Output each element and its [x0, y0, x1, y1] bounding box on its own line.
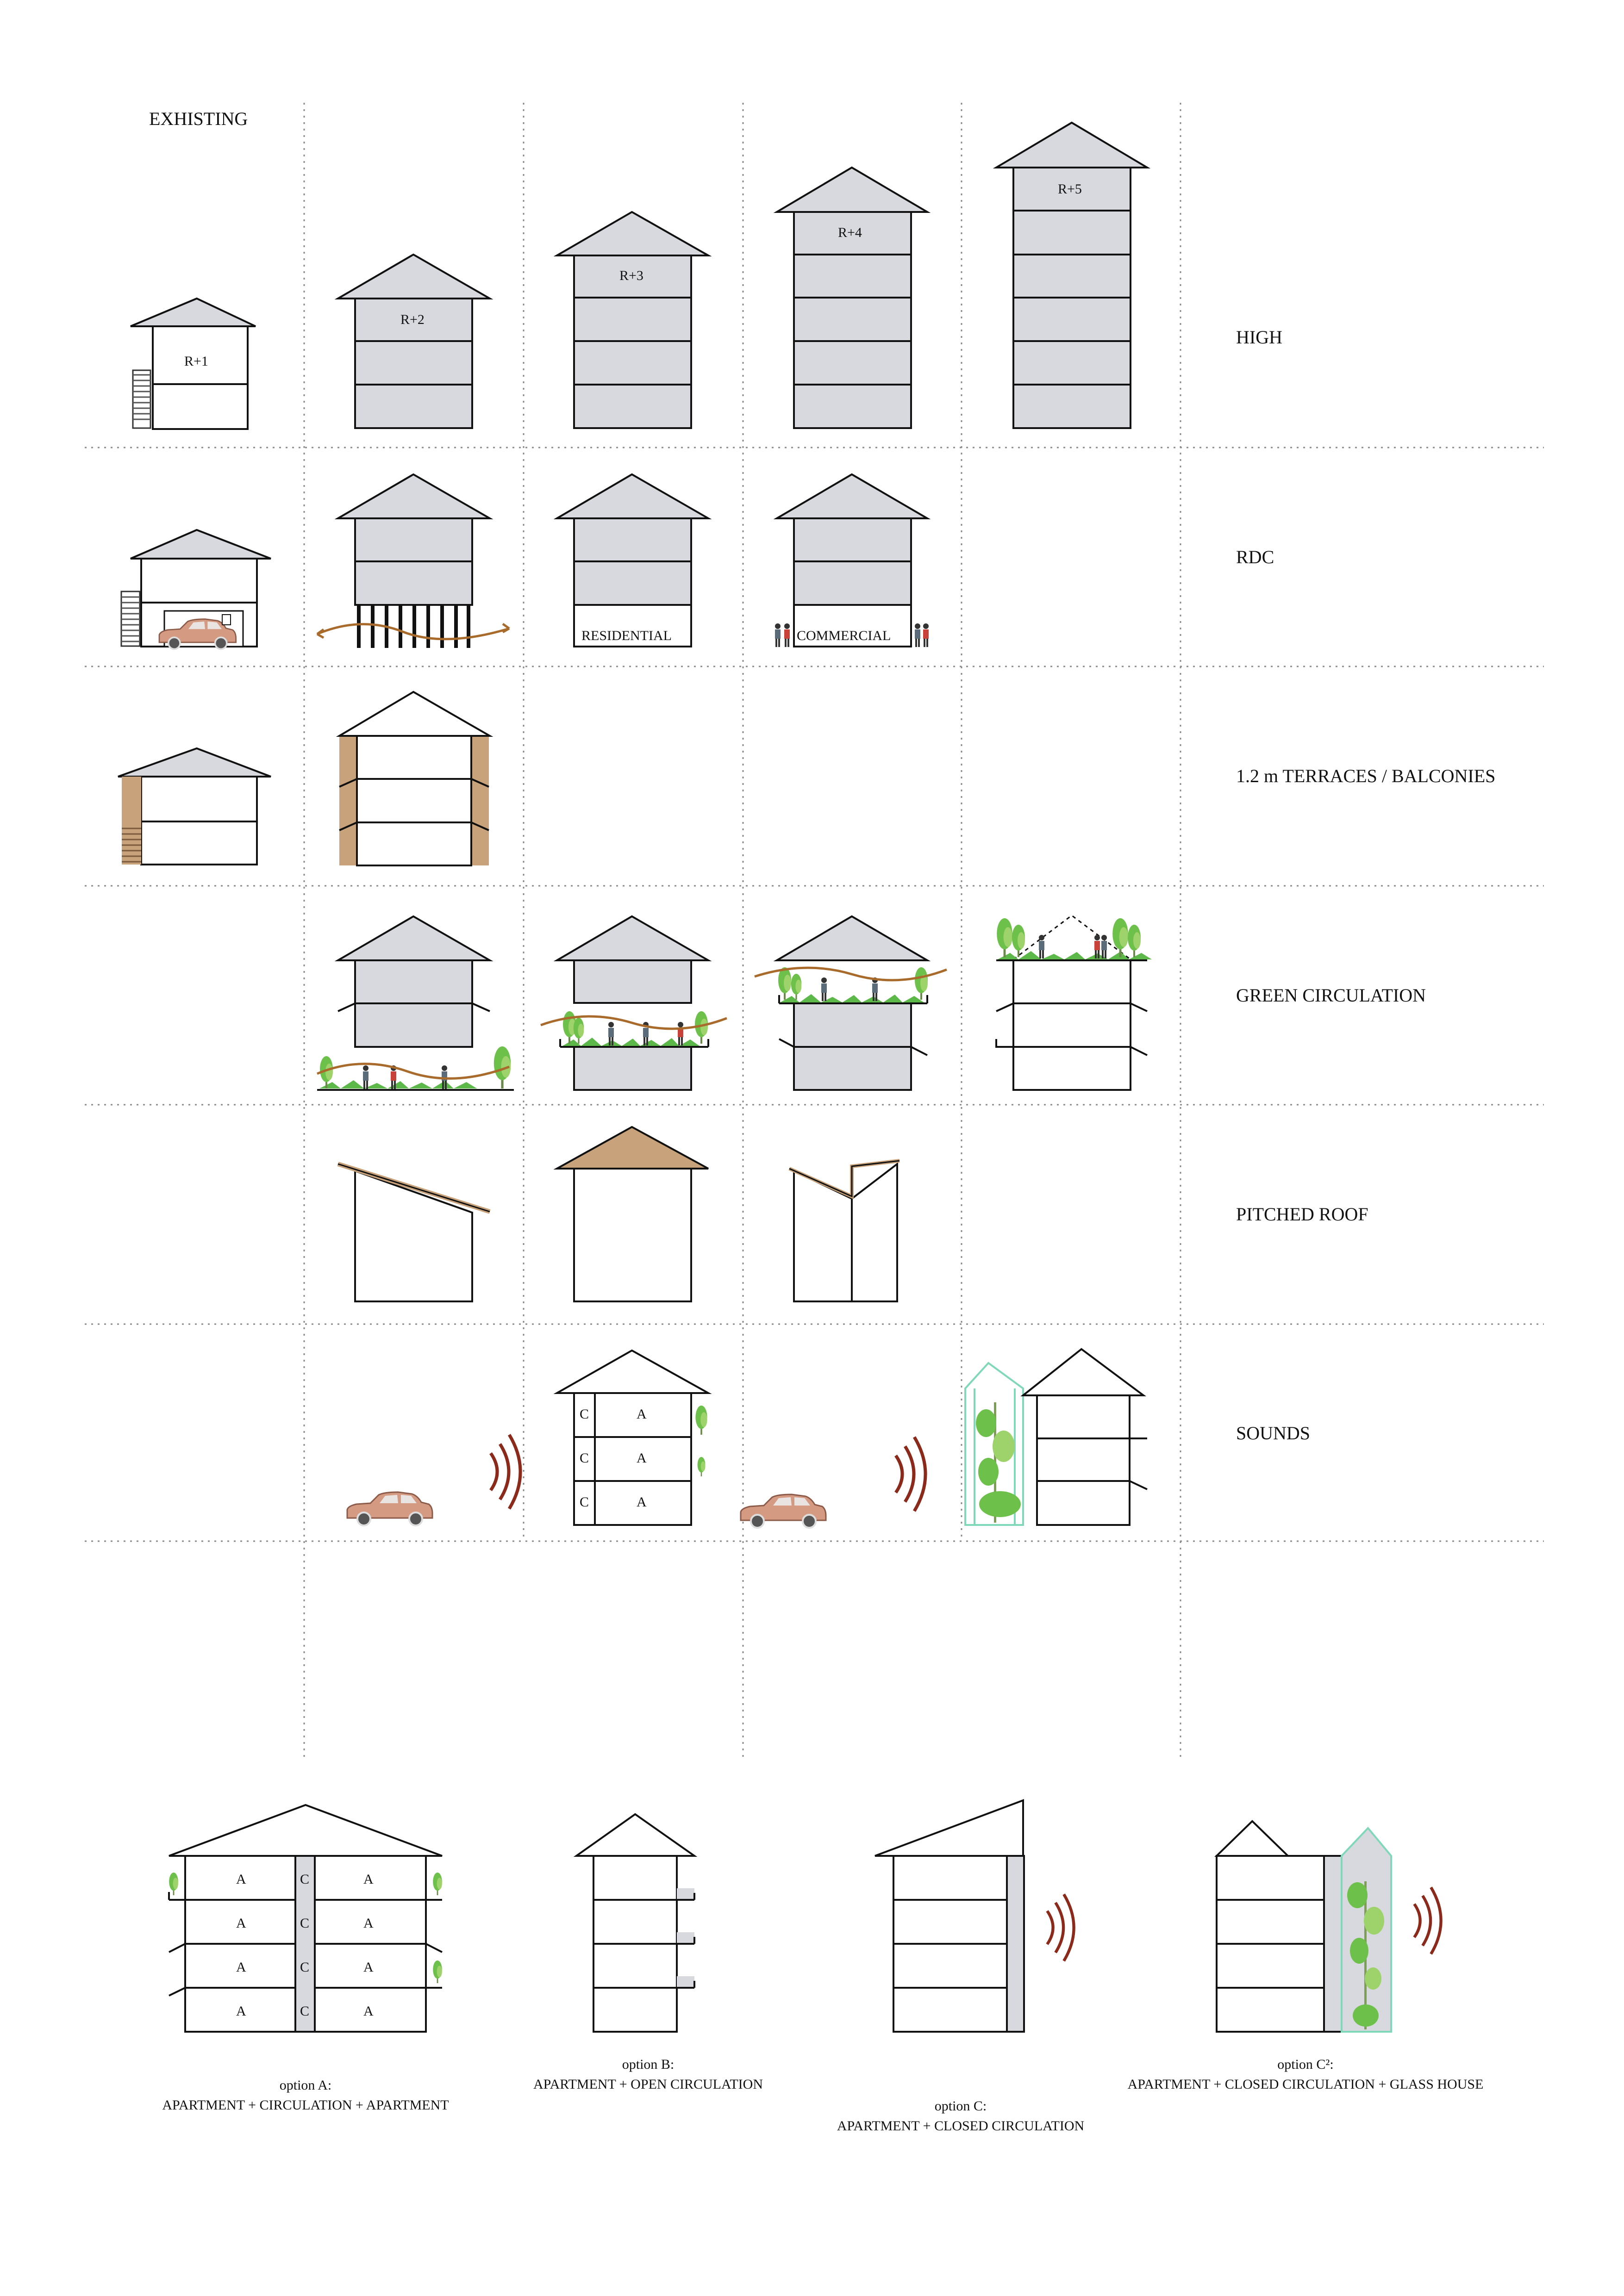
- option-c2-diagram: [1217, 1821, 1441, 2032]
- unit-c: C: [580, 1450, 589, 1466]
- building-residential-ground: [557, 474, 708, 647]
- building-commercial-ground: [775, 474, 929, 647]
- unit-a: A: [363, 1872, 374, 1887]
- rdc-residential-label: RESIDENTIAL: [581, 628, 672, 643]
- row-label-pitched-roof: PITCHED ROOF: [1236, 1204, 1368, 1225]
- existing-house: [131, 299, 256, 429]
- building-r2: [338, 255, 490, 428]
- unit-c: C: [300, 2004, 310, 2019]
- row-label-high: HIGH: [1236, 327, 1282, 348]
- unit-c: C: [300, 1960, 310, 1975]
- unit-c: C: [300, 1872, 310, 1887]
- rdc-commercial-label: COMMERCIAL: [797, 628, 891, 643]
- building-terraces: [339, 692, 490, 865]
- unit-a: A: [363, 1916, 374, 1931]
- unit-a: A: [637, 1494, 647, 1510]
- building-acoustic-circulation: [557, 1350, 708, 1525]
- floor-label-r3: R+3: [619, 268, 643, 283]
- building-r3: [557, 212, 708, 428]
- building-pilotis: [317, 474, 509, 648]
- existing-house-terrace: [118, 748, 271, 865]
- option-c2-title: option C²:: [1277, 2057, 1334, 2072]
- unit-c: C: [580, 1406, 589, 1422]
- building-green-roof: [996, 915, 1152, 1090]
- row-label-green-circulation: GREEN CIRCULATION: [1236, 985, 1426, 1006]
- existing-label: EXHISTING: [149, 108, 248, 129]
- building-gable-roof: [557, 1127, 708, 1301]
- building-green-ground: [317, 916, 514, 1090]
- building-r5: [996, 123, 1147, 428]
- building-green-second: [755, 916, 947, 1090]
- building-green-first: [541, 916, 727, 1090]
- option-b-diagram: [576, 1814, 694, 2032]
- option-b-title: option B:: [622, 2057, 675, 2072]
- sound-scene-glasshouse: [741, 1437, 925, 1528]
- unit-a: A: [363, 2004, 374, 2019]
- unit-a: A: [363, 1960, 374, 1975]
- existing-garage-house: [121, 530, 271, 649]
- floor-label-r2: R+2: [400, 312, 425, 327]
- option-a-title: option A:: [279, 2078, 332, 2093]
- floor-label-r1: R+1: [184, 354, 208, 369]
- row-label-rdc: RDC: [1236, 547, 1274, 567]
- building-sawtooth-roof: [789, 1161, 899, 1301]
- row-label-terraces: 1.2 m TERRACES / BALCONIES: [1236, 765, 1496, 786]
- floor-label-r5: R+5: [1058, 181, 1082, 197]
- option-c-title: option C:: [934, 2098, 987, 2114]
- building-mono-pitch: [338, 1164, 490, 1301]
- floor-label-r4: R+4: [838, 225, 862, 240]
- unit-a: A: [236, 1872, 246, 1887]
- option-c2-description: APARTMENT + CLOSED CIRCULATION + GLASS HOUSE: [1127, 2077, 1484, 2092]
- option-c-diagram: [875, 1800, 1074, 2032]
- building-r4: [777, 168, 927, 428]
- sound-scene-street: [347, 1435, 520, 1525]
- option-a-diagram: [169, 1805, 442, 2032]
- option-c-description: APARTMENT + CLOSED CIRCULATION: [837, 2118, 1085, 2134]
- unit-a: A: [637, 1450, 647, 1466]
- building-glass-house: [965, 1349, 1147, 1525]
- unit-a: A: [236, 1960, 246, 1975]
- row-label-sounds: SOUNDS: [1236, 1423, 1311, 1444]
- option-a-description: APARTMENT + CIRCULATION + APARTMENT: [162, 2097, 449, 2113]
- unit-a: A: [236, 1916, 246, 1931]
- unit-a: A: [637, 1406, 647, 1422]
- unit-c: C: [580, 1494, 589, 1510]
- unit-c: C: [300, 1916, 310, 1931]
- unit-a: A: [236, 2004, 246, 2019]
- option-b-description: APARTMENT + OPEN CIRCULATION: [533, 2077, 763, 2092]
